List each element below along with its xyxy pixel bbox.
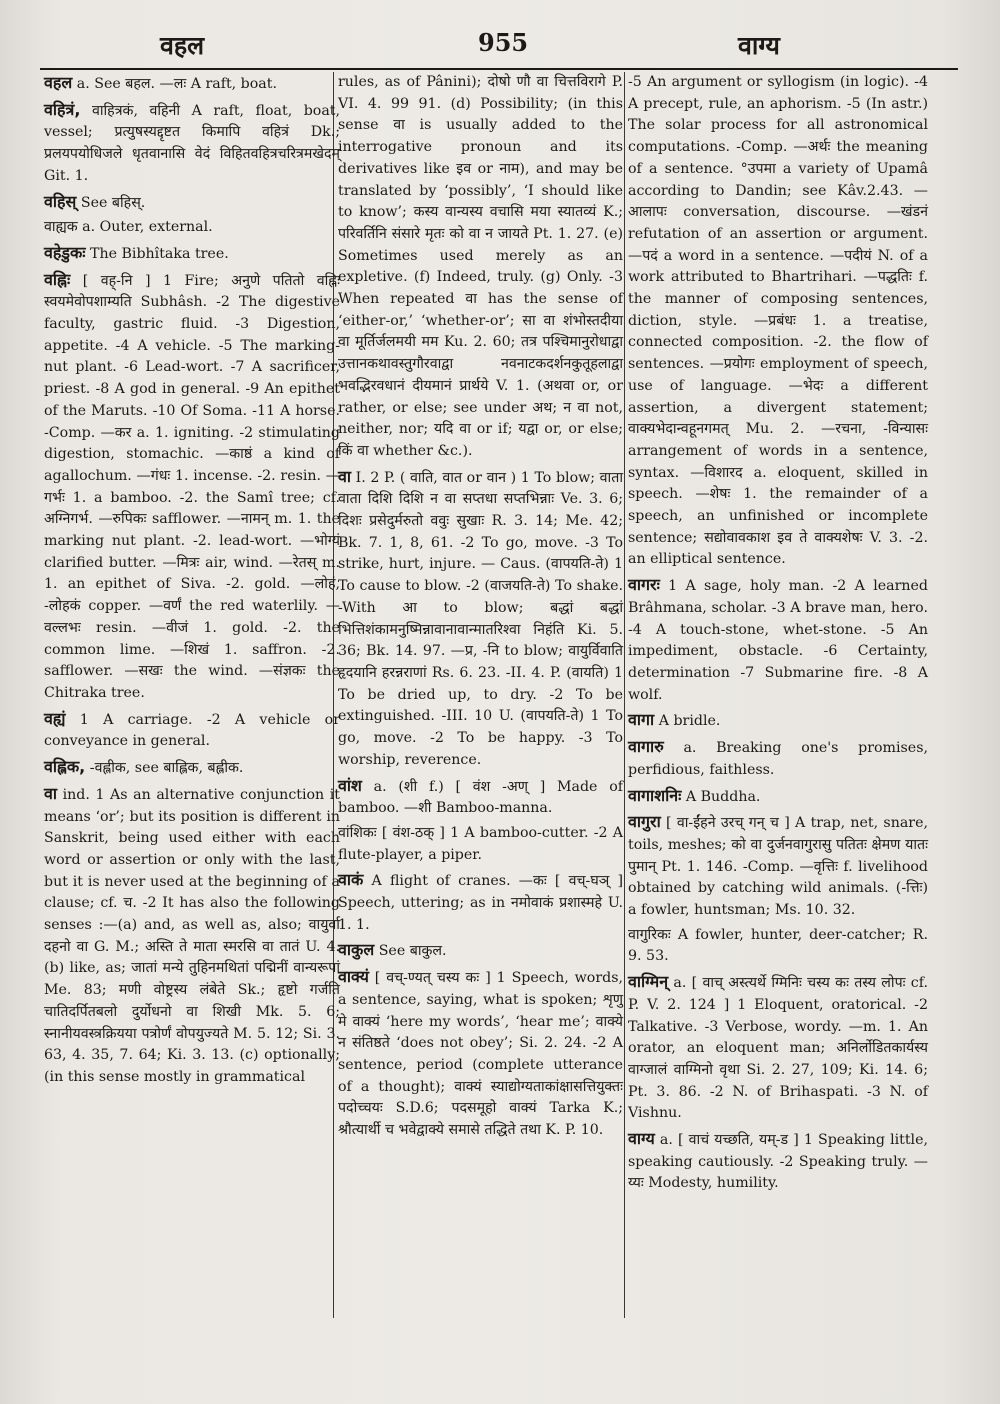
headword: वा [338,466,352,486]
dictionary-entry [628,811,928,922]
headword: वह्यं [44,708,66,728]
entry-definition: ind. 1 As an alternative conjunction it means ‘or’; but its position is different in Sanskrit, being used either with each word or assertion or only with the last, but it is never used at the beginning of a clause; cf. च. -2 It has also the following senses :—(a) and, as well as, also; वायुर्वा दहनो वा G. M.; अस्ति ते माता स्मरसि वा तातं U. 4. (b) like, as; जातां मन्ये तुहिनमथितां पद्मिनीं वान्यरूपां Me. 83; मणी वोष्ट्रस्य लंबेते Sk.; हृष्टो गर्जति चातिदर्पितबलो दुर्योधनो वा शिखी Mk. 5. 6; स्नानीयवस्त्रक्रियया पत्रोर्णं वोपयुज्यते M. 5. 12; Si. 3. 63, 4. 35, 7. 64; Ki. 3. 13. (c) optionally; (in this sense mostly in grammatical [44,786,340,1085]
entry-definition: वागुरिकः A fowler, hunter, deer-catcher; R. 9. 53. [628,926,928,965]
entry-definition: [ वच्-ण्यत् चस्य कः ] 1 Speech, words, a sentence, saying, what is spoken; शृणु मे वाक्यं ‘here my words’, ‘hear me’; वाक्ये न संतिष्ठते ‘does not obey’; Si. 2. 24. -2 A sentence, period (complete utterance of a thought); वाक्यं स्याद्योग्यताकांक्षासत्तियुक्तः पदोच्चयः S.D.6; पदसमूहो वाक्यं Tarka K.; श्रौत्यार्थी च भवेद्वाक्ये समासे तद्धिते तथा K. P. 10. [338,970,623,1139]
dictionary-entry [628,72,928,571]
entry-definition: 1 A carriage. -2 A vehicle or conveyance in general. [44,711,340,750]
dictionary-entry [44,269,340,705]
headword: वागरः [628,575,660,595]
entry-definition: a. (शी f.) [ वंश -अण् ] Made of bamboo. —शी Bamboo-manna. [338,778,623,817]
page-header [0,26,1000,66]
entry-definition: See बाकुल. [374,943,447,960]
entry-definition: -वह्लीक, see बाह्लिक, बह्लीक. [85,760,244,777]
entry-definition: See बहिस्. [76,194,146,211]
dictionary-entry [44,191,340,215]
entry-definition: a. See बहल. —लः A raft, boat. [72,76,277,92]
dictionary-entry [628,736,928,781]
entry-definition: वांशिकः [ वंश-ठक् ] 1 A bamboo-cutter. -2 A flute-player, a piper. [338,824,623,863]
dictionary-entry [338,966,623,1142]
headword: वाकुल [338,940,375,960]
entry-definition: a. [ वाच् अस्त्यर्थे ग्मिनिः चस्य कः तस्य लोपः cf. P. V. 2. 124 ] 1 Eloquent, oratorical. -2 Talkative. -3 Verbose, wordy. —m. 1. An orator, an eloquent man; अनिर्लोडितकार्यस्य वाग्जालं वाग्मिनो वृथा Si. 2. 27, 109; Ki. 14. 6; Pt. 3. 86. -2 N. of Brihaspati. -3 N. of Vishnu. [628,975,928,1122]
headword: वह्लिक, [44,757,86,777]
dictionary-entry [628,574,928,706]
dictionary-entry [338,466,623,772]
dictionary-entry [338,823,623,866]
headword: वहेडुकः [44,242,86,262]
headword: वाग्य [628,1129,655,1149]
dictionary-entry [338,869,623,936]
column-2 [338,72,623,1145]
dictionary-entry [44,242,340,266]
dictionary-entry [628,709,928,733]
dictionary-entry [44,217,340,239]
entry-definition: 1 A sage, holy man. -2 A learned Brâhmana, scholar. -3 A brave man, hero. -4 A touch-stone, whet-stone. -5 An impediment, obstacle. -6 Certainty, determination -7 Submarine fire. -8 A wolf. [628,578,928,703]
entry-definition: -5 An argument or syllogism (in logic). -4 A precept, rule, an aphorism. -5 (In astr.) The solar process for all astronomical computations. -Comp. —अर्थः the meaning of a sentence. °उपमा a variety of Upamâ according to Dandin; see Kâv.2.43. —आलापः conversation, discourse. —खंडनं refutation of an assertion or argument. —पदं a word in a sentence. —पदीयं N. of a work attributed to Bhartrihari. —पद्धतिः f. the manner of composing sentences, diction, style. —प्रबंधः 1. a treatise, connected composition. -2. the flow of sentences. —प्रयोगः employment of speech, use of language. —भेदः a different assertion, a divergent statement; वाक्यभेदान्वहूनगमत् Mu. 2. —रचना, -विन्यासः arrangement of words in a sentence, syntax. —विशारद a. eloquent, skilled in speech. —शेषः 1. the remainder of a speech, an unfinished or incomplete sentence; सद्योवावकाश इव ते वाक्यशेषः V. 3. -2. an elliptical sentence. [628,74,928,568]
entry-definition: a. Breaking one's promises, perfidious, faithless. [628,740,928,778]
entry-definition: [ वा-ईंहने उरच् गन् च ] A trap, net, snare, toils, meshes; को वा दुर्जनवागुरासु पतितः क्षेमण यातः पुमान् Pt. 1. 146. -Comp. —वृत्तिः f. livelihood obtained by catching wild animals. (-त्तिः) a fowler, huntsman; Ms. 10. 32. [628,815,928,919]
entry-definition: वाह्यक a. Outer, external. [44,219,213,236]
dictionary-entry [338,939,623,963]
headword: वाक्यं [338,967,369,987]
dictionary-entry [338,775,623,820]
headword: वाकं [338,870,364,890]
dictionary-entry [44,708,340,753]
dictionary-entry [628,925,928,968]
headword: वह्निः [44,269,71,289]
headword: वाग्मिन् [628,972,669,992]
headword: वागा [628,710,655,730]
header-rule [40,68,958,70]
headword: वहिस् [44,191,77,211]
entry-definition: वाहित्रकं, वहिनी A raft, float, boat, vessel; प्रत्युषस्यद्दृष्टत किमापि वहित्रं Dk.; प्रलयपयोधिजले धृतवानासि वेदं विहितवहित्रचरित्रमखेदम् Git. 1. [44,102,340,184]
column-3 [628,72,928,1198]
dictionary-entry [338,72,623,463]
dictionary-entry [628,971,928,1125]
headword: वहित्रं, [44,99,81,119]
entry-definition: A bridle. [654,713,721,730]
entry-definition: I. 2 P. ( वाति, वात or वान ) 1 To blow; वाता वाता दिशि दिशि न वा सप्तधा सप्तभिन्नाः Ve. 3. 6; दिशः प्रसेदुर्मरुतो ववुः सुखाः R. 3. 14; Me. 42; Bk. 7. 1, 8, 61. -2 To go, move. -3 To strike, hurt, injure. — Caus. (वापयति-ते) 1 To cause to blow. -2 (वाजयति-ते) To shake. -With आ to blow; बद्धां बद्धां भित्तिशंकामनुष्मिन्नावानावान्मातरिश्वा निहंति Ki. 5. 36; Bk. 14. 97. —प्र, -नि to blow; वायुर्विवाति हृदयानि हरन्नराणां Rs. 6. 23. -II. 4. P. (वायति) 1 To be dried up, to dry. -2 To be extinguished. -III. 10 U. (वापयति-ते) 1 To go, move. -2 To be happy. -3 To worship, reverence. [338,469,623,768]
entry-definition: a. [ वाचं यच्छति, यम्-ड ] 1 Speaking little, speaking cautiously. -2 Speaking truly. —य्यः Modesty, humility. [628,1132,928,1192]
column-divider [624,72,625,1318]
headword: वा [44,783,58,803]
headword: वागाशनिः [628,785,682,805]
dictionary-entry [44,783,340,1089]
headword: वहल [44,73,73,92]
entry-definition: The Bibhîtaka tree. [85,245,229,262]
header-right-word: वाग्य [738,31,780,60]
headword: वांश [338,775,362,795]
headword: वागारु [628,737,664,757]
dictionary-entry [44,99,340,188]
column-1 [44,72,340,1092]
entry-definition: rules, as of Pânini); दोषो णौ वा चित्तविरागे P. VI. 4. 99 91. (d) Possibility; (in this sense वा is usually added to the interrogative pronoun and its derivatives like इव or नाम), and may be translated by ‘possibly’, ‘I should like to know’; कस्य वान्यस्य वचासि मया स्यातव्यं K.; परिवर्तिनि संसारे मृतः को वा न जायते Pt. 1. 27. (e) Sometimes used merely as an expletive. (f) Indeed, truly. (g) Only. -3 When repeated वा has the sense of ‘either-or,’ ‘whether-or’; सा वा शंभोस्तदीया वा मूर्तिर्जलमयी मम Ku. 2. 60; तत्र पश्चिमानुरोधाद्वा उत्तानकथावस्तुगौरवाद्वा नवनाटकदर्शनकुतूहलाद्वा भवद्भिरवधानं दीयमानं प्रार्थये V. 1. (अथवा or, or rather, or else; see under अथ; न वा not, neither, nor; यदि वा or if; यद्वा or, or else; किं वा whether &c.). [338,74,623,459]
dictionary-entry [628,785,928,809]
header-left-word: वहल [160,31,205,60]
dictionary-entry [628,1128,928,1195]
entry-definition: [ वह्-नि ] 1 Fire; अनुणे पतितो वह्निः स्वयमेवोपशाम्यति Subhâsh. -2 The digestive faculty, gastric fluid. -3 Digestion, appetite. -4 A vehicle. -5 The marking-nut plant. -6 Lead-wort. -7 A sacrificer, priest. -8 A god in general. -9 An epithet of the Maruts. -10 Of Soma. -11 A horse. -Comp. —कर a. 1. igniting. -2 stimulating digestion, stomachic. —काष्ठं a kind of agallochum. —गंधः 1. incense. -2. resin. —गर्भः 1. a bamboo. -2. the Samî tree; cf. अग्निगर्भ. —रुपिकः safflower. —नामन् m. 1. the marking nut plant. -2. lead-wort. —भोग्यं clarified butter. —मित्रः air, wind. —रेतस् m. 1. an epithet of Siva. -2. gold. —लोहं, -लोहकं copper. —वर्णं the red waterlily. —वल्लभः resin. —वीजं 1. gold. -2. the common lime. —शिखं 1. saffron. -2. safflower. —सखः the wind. —संज्ञकः the Chitraka tree. [44,272,340,701]
entry-definition: A flight of cranes. —कः [ वच्-घञ् ] Speech, uttering; as in नमोवाकं प्रशास्महे U. 1. 1. [338,873,623,933]
headword: वागुरा [628,812,661,832]
dictionary-entry [44,72,340,96]
page-number: 955 [478,28,529,57]
entry-definition: A Buddha. [681,788,761,805]
dictionary-entry [44,756,340,780]
